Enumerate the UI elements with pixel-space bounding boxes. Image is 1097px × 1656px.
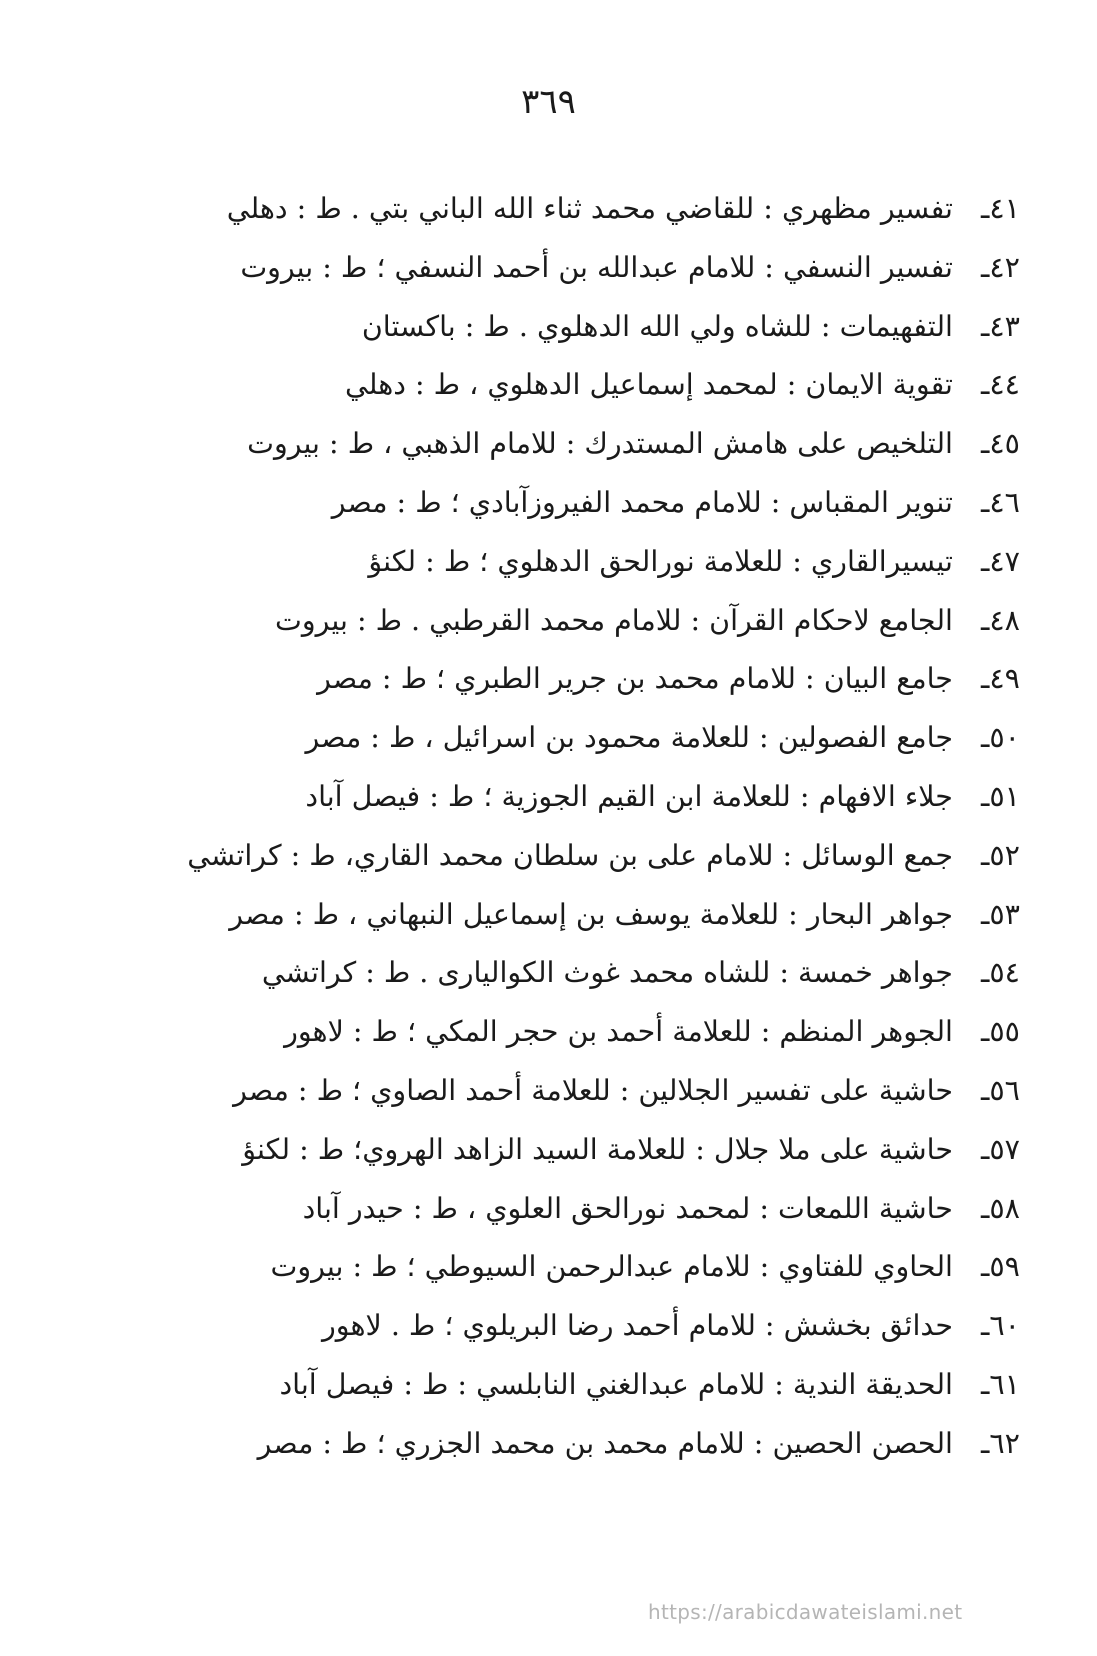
entry-text: الجوهر المنظم : للعلامة أحمد بن حجر المكي ؛ ط : لاهور <box>284 1015 953 1049</box>
bibliography-entry <box>160 180 1020 239</box>
entry-number: ٤٦ـ <box>981 485 1020 519</box>
entry-number: ٥٩ـ <box>981 1250 1020 1284</box>
entry-number: ٤٩ـ <box>981 662 1020 696</box>
entry-number: ٥٤ـ <box>981 956 1020 990</box>
entry-number: ٤٢ـ <box>981 250 1020 284</box>
entry-text: حدائق بخشش : للامام أحمد رضا البريلوي ؛ ط . لاهور <box>321 1309 953 1343</box>
entry-number: ٥٨ـ <box>981 1191 1020 1225</box>
entry-text: حاشية على تفسير الجلالين : للعلامة أحمد الصاوي ؛ ط : مصر <box>233 1073 953 1107</box>
bibliography-entry <box>160 827 1020 886</box>
entry-number: ٤٥ـ <box>981 427 1020 461</box>
bibliography-entry <box>160 1238 1020 1297</box>
bibliography-entry <box>160 592 1020 651</box>
entry-text: الحصن الحصين : للامام محمد بن محمد الجزري ؛ ط : مصر <box>257 1426 953 1460</box>
entry-text: جامع الفصولين : للعلامة محمود بن اسرائيل ، ط : مصر <box>305 721 953 755</box>
entry-number: ٥٦ـ <box>981 1073 1020 1107</box>
entry-number: ٥١ـ <box>981 779 1020 813</box>
bibliography-entry <box>160 298 1020 357</box>
bibliography-list <box>160 180 1020 1474</box>
bibliography-entry <box>160 1180 1020 1239</box>
entry-text: حاشية اللمعات : لمحمد نورالحق العلوي ، ط : حيدر آباد <box>302 1191 953 1225</box>
entry-text: الجامع لاحكام القرآن : للامام محمد القرطبي . ط : بيروت <box>275 603 953 637</box>
entry-number: ٤١ـ <box>981 192 1020 225</box>
entry-number: ٤٣ـ <box>981 309 1020 343</box>
entry-number: ٤٧ـ <box>981 544 1020 578</box>
entry-number: ٥٢ـ <box>981 838 1020 872</box>
entry-text: جواهر البحار : للعلامة يوسف بن إسماعيل النبهاني ، ط : مصر <box>229 897 953 931</box>
entry-number: ٦١ـ <box>981 1367 1020 1401</box>
entry-text: الحديقة الندية : للامام عبدالغني النابلسي : ط : فيصل آباد <box>279 1367 953 1401</box>
bibliography-entry <box>160 1415 1020 1474</box>
bibliography-entry <box>160 1121 1020 1180</box>
entry-text: جامع البيان : للامام محمد بن جرير الطبري ؛ ط : مصر <box>317 662 953 696</box>
bibliography-entry <box>160 1062 1020 1121</box>
bibliography-entry <box>160 356 1020 415</box>
entry-text: تيسيرالقاري : للعلامة نورالحق الدهلوي ؛ ط : لكنؤ <box>368 544 953 578</box>
entry-number: ٥٠ـ <box>981 721 1020 755</box>
bibliography-entry <box>160 239 1020 298</box>
entry-text: حاشية على ملا جلال : للعلامة السيد الزاهد الهروي؛ ط : لكنؤ <box>242 1132 953 1166</box>
entry-text: تنوير المقباس : للامام محمد الفيروزآبادي ؛ ط : مصر <box>331 485 953 519</box>
bibliography-entry <box>160 1297 1020 1356</box>
entry-number: ٤٨ـ <box>981 603 1020 637</box>
bibliography-entry <box>160 650 1020 709</box>
entry-number: ٥٣ـ <box>981 897 1020 931</box>
entry-text: جمع الوسائل : للامام على بن سلطان محمد القاري، ط : كراتشي <box>187 838 953 872</box>
entry-text: التفهيمات : للشاه ولي الله الدهلوي . ط : باكستان <box>361 309 953 343</box>
entry-text: تقوية الايمان : لمحمد إسماعيل الدهلوي ، ط : دهلي <box>345 368 953 402</box>
entry-number: ٥٧ـ <box>981 1132 1020 1166</box>
entry-text: جواهر خمسة : للشاه محمد غوث الكواليارى . ط : كراتشي <box>261 956 953 990</box>
entry-text: تفسير مظهري : للقاضي محمد ثناء الله الباني بتي . ط : دهلي <box>226 192 953 225</box>
bibliography-entry <box>160 533 1020 592</box>
entry-number: ٥٥ـ <box>981 1015 1020 1049</box>
bibliography-entry <box>160 768 1020 827</box>
bibliography-entry <box>160 1003 1020 1062</box>
entry-text: الحاوي للفتاوي : للامام عبدالرحمن السيوطي ؛ ط : بيروت <box>270 1250 953 1284</box>
entry-number: ٦٢ـ <box>981 1426 1020 1460</box>
bibliography-entry <box>160 415 1020 474</box>
bibliography-entry <box>160 886 1020 945</box>
bibliography-entry <box>160 1356 1020 1415</box>
bibliography-entry <box>160 474 1020 533</box>
entry-text: جلاء الافهام : للعلامة ابن القيم الجوزية ؛ ط : فيصل آباد <box>305 779 953 813</box>
bibliography-entry <box>160 944 1020 1003</box>
entry-number: ٤٤ـ <box>981 368 1020 402</box>
bibliography-entry <box>160 709 1020 768</box>
watermark-url: https://arabicdawateislami.net <box>648 1600 963 1624</box>
page-number: ٣٦٩ <box>521 82 576 122</box>
entry-number: ٦٠ـ <box>981 1309 1020 1343</box>
entry-text: التلخيص على هامش المستدرك : للامام الذهبي ، ط : بيروت <box>247 427 953 461</box>
entry-text: تفسير النسفي : للامام عبدالله بن أحمد النسفي ؛ ط : بيروت <box>240 250 953 284</box>
